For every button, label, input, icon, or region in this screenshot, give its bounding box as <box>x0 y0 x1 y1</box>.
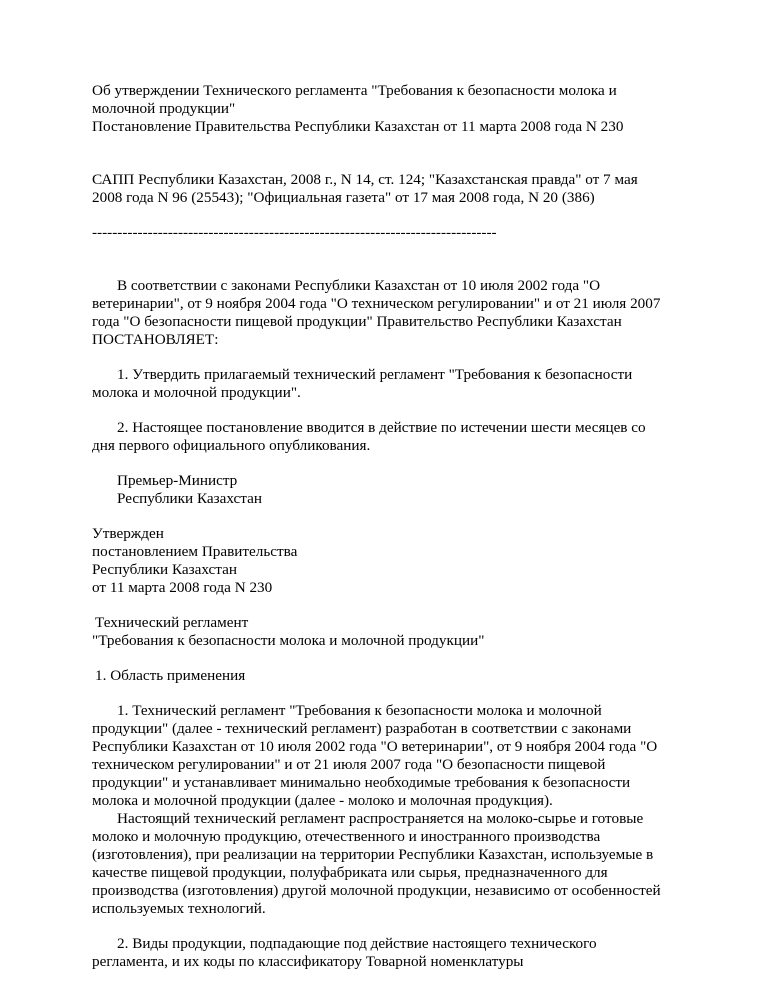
approval-line: Республики Казахстан <box>92 561 237 578</box>
preamble-line: ПОСТАНОВЛЯЕТ: <box>92 331 219 348</box>
approval-line: от 11 марта 2008 года N 230 <box>92 579 273 596</box>
document-title <box>92 82 692 136</box>
approval-block <box>92 525 692 597</box>
paragraph-line: 1. Технический регламент "Требования к безопасности молока и молочной <box>117 702 602 719</box>
signature-line: Премьер-Министр <box>117 472 238 489</box>
paragraph-line: производства (изготовления) другой молочной продукции, независимо от особенностей <box>92 882 661 899</box>
section-1-paragraph-1 <box>92 702 692 810</box>
section-heading: 1. Область применения <box>95 667 246 684</box>
paragraph-line: Настоящий технический регламент распространяется на молоко-сырье и готовые <box>117 810 644 827</box>
clause-line: 2. Настоящее постановление вводится в действие по истечении шести месяцев со <box>117 419 646 436</box>
paragraph-line: качестве пищевой продукции, полуфабриката или сырья, предназначенного для <box>92 864 608 881</box>
title-line: молочной продукции" <box>92 100 236 117</box>
signature-line: Республики Казахстан <box>117 490 262 507</box>
clause-line: 1. Утвердить прилагаемый технический регламент "Требования к безопасности <box>117 366 633 383</box>
approval-line: Утвержден <box>92 525 164 542</box>
paragraph-line: используемых технологий. <box>92 900 266 917</box>
publication-source <box>92 171 692 207</box>
separator-line: -------------------------------------------------------------------------------- <box>92 224 497 241</box>
preamble-line: года "О безопасности пищевой продукции" Правительство Республики Казахстан <box>92 313 622 330</box>
preamble-paragraph <box>92 277 692 349</box>
regulation-title-line: "Требования к безопасности молока и молочной продукции" <box>92 632 485 649</box>
section-1-paragraph-3 <box>92 935 692 971</box>
signature-block <box>92 472 692 508</box>
paragraph-line: молоко и молочную продукцию, отечественного и иностранного производства <box>92 828 601 845</box>
document-page <box>92 82 692 971</box>
clause-line: дня первого официального опубликования. <box>92 437 371 454</box>
paragraph-line: продукции" (далее - технический регламент) разработан в соответствии с законами <box>92 720 632 737</box>
paragraph-line: (изготовления), при реализации на территории Республики Казахстан, используемые в <box>92 846 654 863</box>
paragraph-line: продукции" и устанавливает минимально необходимые требования к безопасности <box>92 774 631 791</box>
decree-reference: Постановление Правительства Республики Казахстан от 11 марта 2008 года N 230 <box>92 118 624 135</box>
approval-line: постановлением Правительства <box>92 543 298 560</box>
clause-1 <box>92 366 692 402</box>
clause-2 <box>92 419 692 455</box>
section-1-paragraph-2 <box>92 810 692 918</box>
paragraph-line: молока и молочной продукции (далее - молоко и молочная продукция). <box>92 792 553 809</box>
source-line: САПП Республики Казахстан, 2008 г., N 14, ст. 124; "Казахстанская правда" от 7 мая <box>92 171 638 188</box>
source-line: 2008 года N 96 (25543); "Официальная газета" от 17 мая 2008 года, N 20 (386) <box>92 189 595 206</box>
title-line: Об утверждении Технического регламента "Требования к безопасности молока и <box>92 82 617 99</box>
clause-line: молока и молочной продукции". <box>92 384 301 401</box>
paragraph-line: регламента, и их коды по классификатору Товарной номенклатуры <box>92 953 524 970</box>
regulation-title <box>92 614 692 650</box>
paragraph-line: Республики Казахстан от 10 июля 2002 года "О ветеринарии", от 9 ноября 2004 года "О <box>92 738 658 755</box>
regulation-title-line: Технический регламент <box>95 614 249 631</box>
paragraph-line: техническом регулировании" и от 21 июля 2007 года "О безопасности пищевой <box>92 756 606 773</box>
preamble-line: В соответствии с законами Республики Казахстан от 10 июля 2002 года "О <box>117 277 601 294</box>
preamble-line: ветеринарии", от 9 ноября 2004 года "О техническом регулировании" и от 21 июля 2007 <box>92 295 661 312</box>
paragraph-line: 2. Виды продукции, подпадающие под действие настоящего технического <box>117 935 597 952</box>
